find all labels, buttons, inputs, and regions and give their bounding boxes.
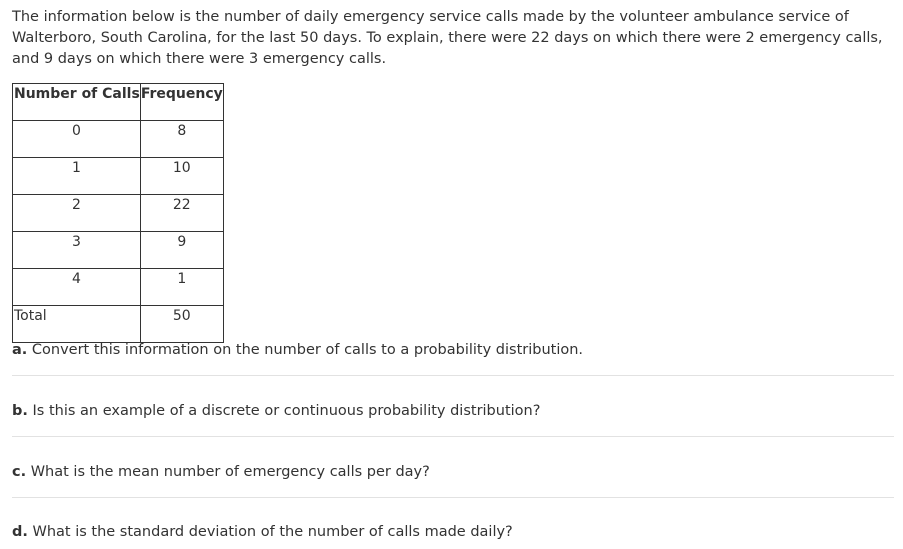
header-frequency: Frequency — [140, 84, 223, 121]
total-value: 50 — [140, 306, 223, 343]
question-b — [12, 403, 540, 419]
question-label: b. — [12, 403, 28, 419]
calls-cell: 2 — [13, 195, 141, 232]
frequency-table — [12, 83, 224, 343]
calls-cell: 1 — [13, 158, 141, 195]
frequency-cell: 9 — [140, 232, 223, 269]
frequency-cell: 22 — [140, 195, 223, 232]
intro-paragraph: The information below is the number of daily emergency service calls made by the volunteer ambulance service of Walterboro, South Carolina, for the last 50 days. To explain, there were 22 days on which there were 2 emergency calls, and 9 days on which there were 3 emergency calls. — [12, 9, 883, 67]
question-label: c. — [12, 464, 27, 480]
question-c — [12, 464, 430, 480]
question-text: What is the mean number of emergency calls per day? — [30, 464, 430, 480]
question-text: What is the standard deviation of the number of calls made daily? — [32, 524, 513, 540]
table-row — [13, 158, 224, 195]
header-number-of-calls: Number of Calls — [13, 84, 141, 121]
table-row — [13, 195, 224, 232]
table-row — [13, 269, 224, 306]
table-header-row — [13, 84, 224, 121]
question-text: Convert this information on the number of calls to a probability distribution. — [31, 342, 584, 358]
calls-cell: 4 — [13, 269, 141, 306]
total-label: Total — [13, 306, 141, 343]
table-row — [13, 121, 224, 158]
frequency-cell: 1 — [140, 269, 223, 306]
question-d — [12, 524, 513, 540]
calls-cell: 0 — [13, 121, 141, 158]
calls-cell: 3 — [13, 232, 141, 269]
divider — [12, 436, 894, 437]
question-text: Is this an example of a discrete or continuous probability distribution? — [32, 403, 541, 419]
question-label: d. — [12, 524, 28, 540]
total-row — [13, 306, 224, 343]
frequency-cell: 8 — [140, 121, 223, 158]
question-label: a. — [12, 342, 28, 358]
frequency-cell: 10 — [140, 158, 223, 195]
table-row — [13, 232, 224, 269]
question-a — [12, 342, 583, 358]
divider — [12, 497, 894, 498]
divider — [12, 375, 894, 376]
